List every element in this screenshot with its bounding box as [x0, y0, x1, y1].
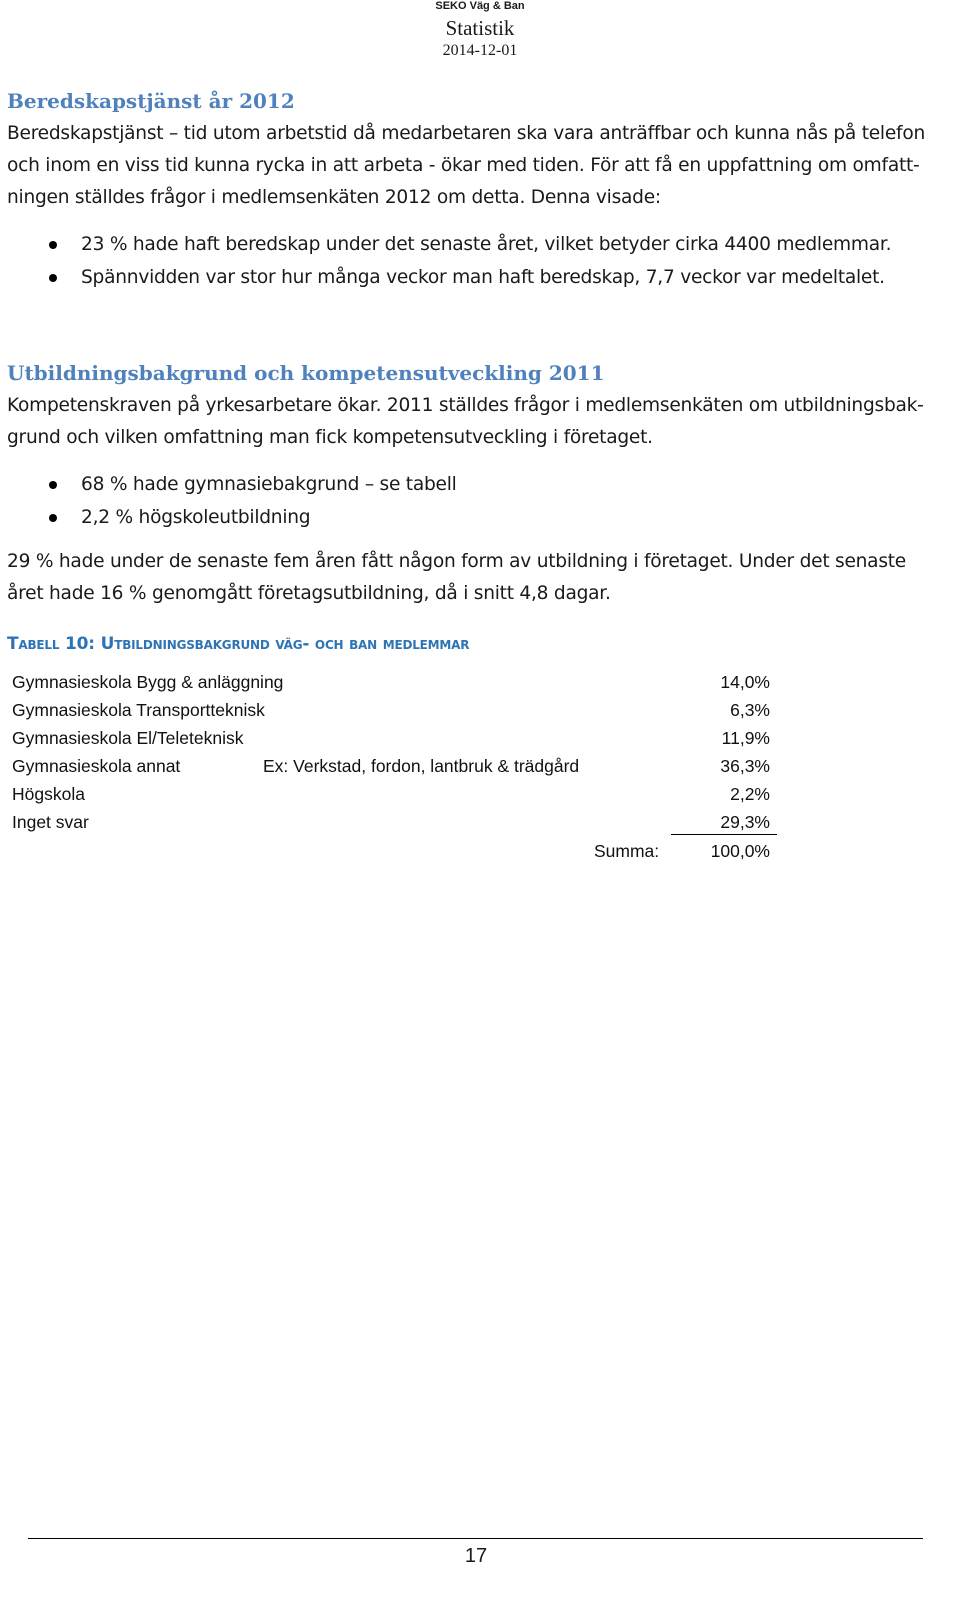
page-number: 17 [464, 1545, 488, 1567]
education-table [0, 668, 960, 865]
section-paragraph-beredskap [7, 118, 957, 214]
table-cell-value: 29,3% [720, 812, 770, 832]
list-item [0, 261, 960, 294]
table-row [0, 808, 960, 836]
table-row [0, 696, 960, 724]
table-row [0, 668, 960, 696]
table-cell-note: Ex: Verkstad, fordon, lantbruk & trädgård [263, 756, 580, 776]
paragraph-line: 29 % hade under de senaste fem åren fått någon form av utbildning i företaget. Under det senaste [7, 551, 906, 572]
table-cell-label: Gymnasieskola annat [12, 756, 181, 776]
table-cell-label: Gymnasieskola Transportteknisk [12, 700, 265, 720]
bullet-list-beredskap [0, 228, 960, 294]
section-heading-utbildning: Utbildningsbakgrund och kompetensutveckling 2011 [7, 361, 605, 385]
bullet-icon [49, 481, 57, 489]
section-paragraph-utbildning-2 [7, 546, 957, 610]
header-organization: SEKO Väg & Ban [435, 0, 525, 12]
paragraph-line: ningen ställdes frågor i medlemsenkäten 2012 om detta. Denna visade: [7, 187, 661, 208]
header-date: 2014-12-01 [442, 42, 518, 59]
table-cell-value: 11,9% [721, 728, 770, 748]
sum-divider [671, 834, 777, 835]
table-cell-label: Inget svar [12, 812, 89, 832]
table-row [0, 752, 960, 780]
paragraph-line: Beredskapstjänst – tid utom arbetstid då medarbetaren ska vara anträffbar och kunna nås på telefon [7, 123, 925, 144]
paragraph-line: grund och vilken omfattning man fick kompetensutveckling i företaget. [7, 427, 653, 448]
footer-divider [28, 1538, 923, 1539]
list-item [0, 468, 960, 501]
bullet-list-utbildning [0, 468, 960, 534]
table-sum-row [0, 837, 960, 865]
sum-value: 100,0% [710, 841, 770, 861]
table-cell-label: Högskola [12, 784, 85, 804]
table-cell-label: Gymnasieskola Bygg & anläggning [12, 672, 284, 692]
section-paragraph-utbildning [7, 390, 957, 454]
table-cell-label: Gymnasieskola El/Teleteknisk [12, 728, 244, 748]
table-cell-value: 6,3% [730, 700, 770, 720]
list-item-text: 68 % hade gymnasiebakgrund – se tabell [81, 474, 457, 495]
table-row [0, 724, 960, 752]
paragraph-line: året hade 16 % genomgått företagsutbildning, då i snitt 4,8 dagar. [7, 583, 611, 604]
bullet-icon [49, 241, 57, 249]
paragraph-line: och inom en viss tid kunna rycka in att arbeta - ökar med tiden. För att få en uppfattning om omfatt- [7, 155, 920, 176]
table-row [0, 780, 960, 808]
section-heading-beredskap: Beredskapstjänst år 2012 [7, 89, 295, 113]
list-item [0, 501, 960, 534]
list-item [0, 228, 960, 261]
sum-label: Summa: [594, 841, 660, 861]
table-cell-value: 14,0% [720, 672, 770, 692]
header-title: Statistik [445, 16, 515, 40]
table-cell-value: 36,3% [720, 756, 770, 776]
list-item-text: 2,2 % högskoleutbildning [81, 507, 311, 528]
table-caption: Tabell 10: Utbildningsbakgrund väg- och ban medlemmar [7, 634, 470, 654]
paragraph-line: Kompetenskraven på yrkesarbetare ökar. 2011 ställdes frågor i medlemsenkäten om utbildningsbak- [7, 395, 924, 416]
table-cell-value: 2,2% [730, 784, 770, 804]
bullet-icon [49, 514, 57, 522]
list-item-text: Spännvidden var stor hur många veckor man haft beredskap, 7,7 veckor var medeltalet. [81, 267, 885, 288]
bullet-icon [49, 274, 57, 282]
list-item-text: 23 % hade haft beredskap under det senaste året, vilket betyder cirka 4400 medlemmar. [81, 234, 892, 255]
